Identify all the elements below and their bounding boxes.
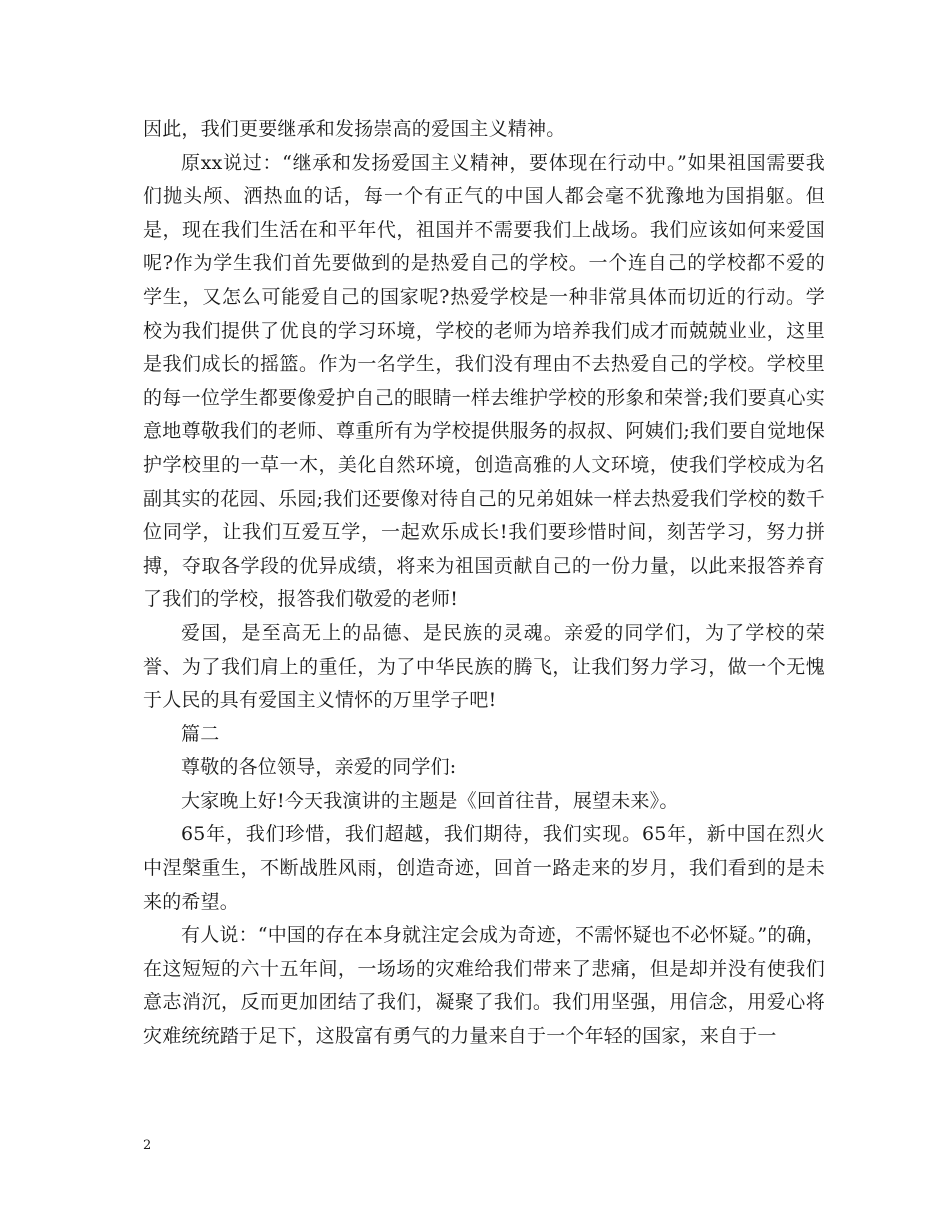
paragraph-2: 原xx说过：“继承和发扬爱国主义精神，要体现在行动中。”如果祖国需要我们抛头颅、洒热血的话，每一个有正气的中国人都会毫不犹豫地为国捐躯。但是，现在我们生活在和平年代，祖国并不需要我们上战场。我们应该如何来爱国呢?作为学生我们首先要做到的是热爱自己的学校。一个连自己的学校都不爱的学生，又怎么可能爱自己的国家呢?热爱学校是一种非常具体而切近的行动。学校为我们提供了优良的学习环境，学校的老师为培养我们成才而兢兢业业，这里是我们成长的摇篮。作为一名学生，我们没有理由不去热爱自己的学校。学校里的每一位学生都要像爱护自己的眼睛一样去维护学校的形象和荣誉;我们要真心实意地尊敬我们的老师、尊重所有为学校提供服务的叔叔、阿姨们;我们要自觉地保护学校里的一草一木，美化自然环境，创造高雅的人文环境，使我们学校成为名副其实的花园、乐园;我们还要像对待自己的兄弟姐妹一样去热爱我们学校的数千位同学，让我们互爱互学，一起欢乐成长!我们要珍惜时间，刻苦学习，努力拼搏，夺取各学段的优异成绩，将来为祖国贡献自己的一份力量，以此来报答养育了我们的学校，报答我们敬爱的老师!	[143, 151, 825, 611]
page-number: 2	[143, 1138, 152, 1153]
paragraph-4: 65年，我们珍惜，我们超越，我们期待，我们实现。65年，新中国在烈火中涅槃重生，不断战胜风雨，创造奇迹，回首一路走来的岁月，我们看到的是未来的希望。	[143, 823, 825, 913]
section-heading: 篇二	[181, 722, 220, 745]
paragraph-3: 爱国，是至高无上的品德、是民族的灵魂。亲爱的同学们，为了学校的荣誉、为了我们肩上的重任，为了中华民族的腾飞，让我们努力学习，做一个无愧于人民的具有爱国主义情怀的万里学子吧!	[143, 621, 825, 712]
paragraph-1: 因此，我们更要继承和发扬崇高的爱国主义精神。	[143, 118, 566, 140]
document-body	[143, 113, 825, 1054]
paragraph-5: 有人说：“中国的存在本身就注定会成为奇迹，不需怀疑也不必怀疑。”的确，在这短短的六十五年间，一场场的灾难给我们带来了悲痛，但是却并没有使我们意志消沉，反而更加团结了我们，凝聚了我们。我们用坚强，用信念，用爱心将灾难统统踏于足下，这股富有勇气的力量来自于一个年轻的国家，来自于一	[143, 924, 825, 1048]
salutation: 尊敬的各位领导，亲爱的同学们:	[181, 756, 457, 779]
paragraph-greeting: 大家晚上好!今天我演讲的主题是《回首往昔，展望未来》。	[181, 789, 679, 812]
